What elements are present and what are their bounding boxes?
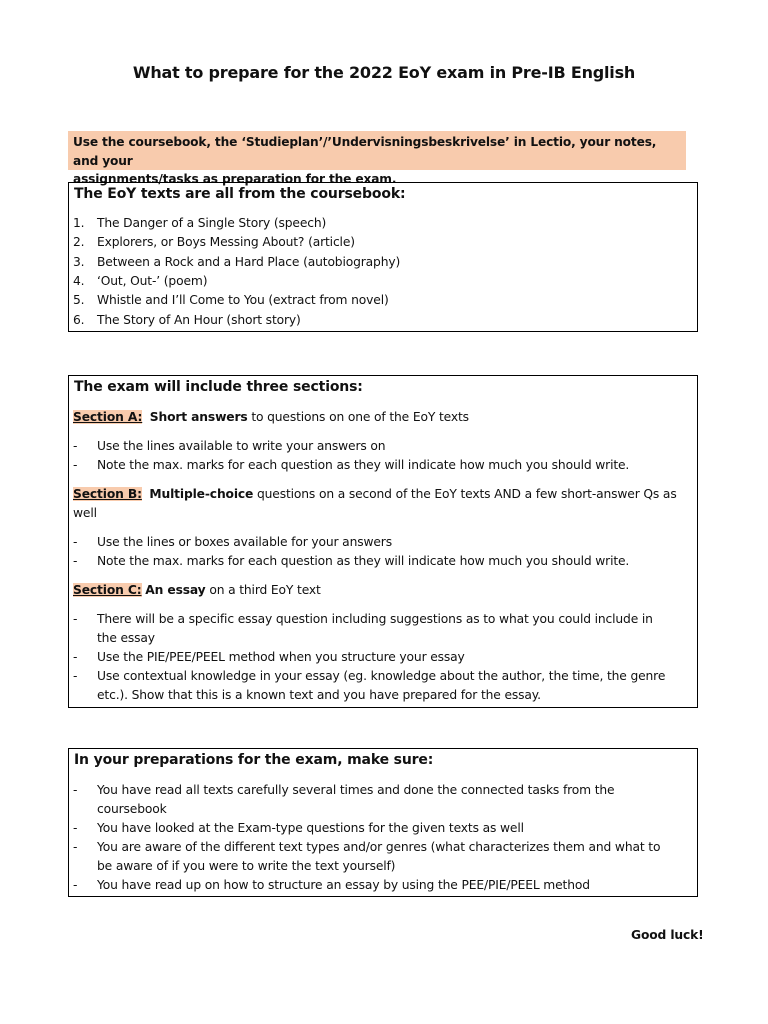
section-c-bullet-3: Use contextual knowledge in your essay (eg. knowledge about the author, the time, the genre <box>97 669 666 683</box>
list-item-number: 1. <box>73 216 85 230</box>
list-item-text: Between a Rock and a Hard Place (autobiography) <box>97 254 401 269</box>
section-c-rest: on a third EoY text <box>205 583 321 597</box>
section-c-bullet-3-cont: etc.). Show that this is a known text and you have prepared for the essay. <box>97 688 541 702</box>
section-c-bold: An essay <box>145 583 206 597</box>
prep-bullet-3-cont: be aware of if you were to write the text yourself) <box>97 859 396 873</box>
section-a-rest: to questions on one of the EoY texts <box>247 410 469 424</box>
sections-box <box>68 375 698 708</box>
notice-banner <box>68 131 686 186</box>
section-b-bullet-2: Note the max. marks for each question as they will indicate how much you should write. <box>97 554 630 568</box>
prep-bullet-2: You have looked at the Exam-type questions for the given texts as well <box>97 821 524 835</box>
sections-box-heading: The exam will include three sections: <box>74 379 363 395</box>
list-item-number: 3. <box>73 254 85 269</box>
bullet-dash: - <box>73 821 78 835</box>
bullet-dash: - <box>73 439 78 453</box>
prep-bullet-4: You have read up on how to structure an essay by using the PEE/PIE/PEEL method <box>97 878 590 892</box>
prep-bullet-1-cont: coursebook <box>97 802 167 816</box>
section-b-heading <box>73 487 677 501</box>
list-item-number: 6. <box>73 312 85 327</box>
notice-line-2: assignments/tasks as preparation for the exam. <box>73 172 397 186</box>
section-a-label: Section A: <box>73 410 143 424</box>
list-item-text: The Danger of a Single Story (speech) <box>97 216 327 230</box>
section-b-label: Section B: <box>73 487 142 501</box>
bullet-dash: - <box>73 535 78 549</box>
notice-line-1: Use the coursebook, the ‘Studieplan’/’Undervisningsbeskrivelse’ in Lectio, your notes, and your <box>73 135 657 168</box>
bullet-dash: - <box>73 669 78 683</box>
section-b-bullet-1: Use the lines or boxes available for your answers <box>97 535 392 549</box>
bullet-dash: - <box>73 650 78 664</box>
bullet-dash: - <box>73 554 78 568</box>
section-b-rest: questions on a second of the EoY texts AND a few short-answer Qs as <box>253 487 677 501</box>
texts-box <box>68 182 698 332</box>
prep-bullet-1: You have read all texts carefully several times and done the connected tasks from the <box>97 783 615 797</box>
section-a-bullet-1: Use the lines available to write your answers on <box>97 439 386 453</box>
list-item-text: Whistle and I’ll Come to You (extract from novel) <box>97 293 389 308</box>
section-c-label: Section C: <box>73 583 142 597</box>
prep-box-heading: In your preparations for the exam, make sure: <box>74 752 434 768</box>
texts-box-heading: The EoY texts are all from the coursebook: <box>74 186 406 202</box>
bullet-dash: - <box>73 783 78 797</box>
bullet-dash: - <box>73 612 78 626</box>
page-title: What to prepare for the 2022 EoY exam in Pre-IB English <box>132 63 636 82</box>
section-a-heading <box>73 410 469 424</box>
list-item-number: 4. <box>73 273 85 288</box>
prep-bullet-3: You are aware of the different text types and/or genres (what characterizes them and what to <box>97 840 661 854</box>
section-b-heading-cont: well <box>73 506 97 520</box>
section-c-bullet-2: Use the PIE/PEE/PEEL method when you structure your essay <box>97 650 465 664</box>
prep-box <box>68 748 698 897</box>
list-item-number: 2. <box>73 235 85 250</box>
section-c-bullet-1-cont: the essay <box>97 631 155 645</box>
bullet-dash: - <box>73 878 78 892</box>
bullet-dash: - <box>73 840 78 854</box>
list-item-number: 5. <box>73 293 85 308</box>
closing-text: Good luck! <box>631 928 704 942</box>
list-item-text: Explorers, or Boys Messing About? (article) <box>97 235 355 250</box>
section-a-bullet-2: Note the max. marks for each question as they will indicate how much you should write. <box>97 458 630 472</box>
section-b-bold: Multiple-choice <box>149 487 254 501</box>
list-item-text: ‘Out, Out-’ (poem) <box>97 273 208 288</box>
list-item-text: The Story of An Hour (short story) <box>97 312 301 327</box>
section-a-bold: Short answers <box>149 410 248 424</box>
section-c-bullet-1: There will be a specific essay question including suggestions as to what you could include in <box>97 612 653 626</box>
section-c-heading <box>73 583 321 597</box>
bullet-dash: - <box>73 458 78 472</box>
